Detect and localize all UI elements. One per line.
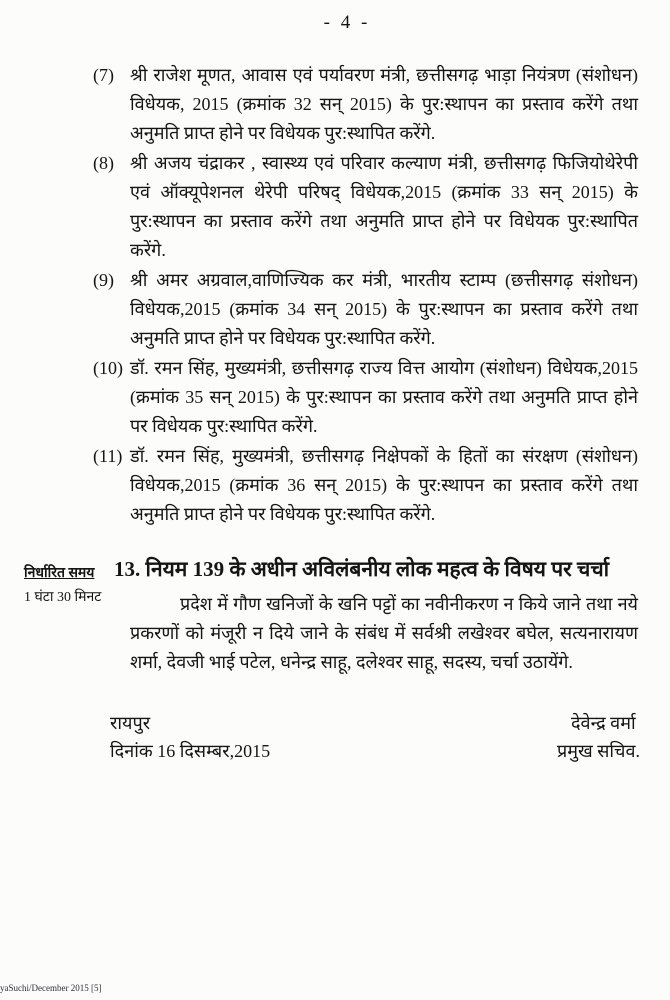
section-13-heading: 13. नियम 139 के अधीन अविलंबनीय लोक महत्व के विषय पर चर्चा [114, 557, 610, 581]
agenda-item-text: डॉ. रमन सिंह, मुख्यमंत्री, छत्तीसगढ़ निक्षेपकों के हितों का संरक्षण (संशोधन) विधेयक,2015 (क्रमांक 36 सन् 2015) के पुर:स्थापन का प्रस्ताव करेंगे तथा अनुमति प्राप्त होने पर विधेयक पुर:स्थापित करेंगे. [130, 446, 638, 524]
document-footer [110, 709, 640, 765]
allotted-time-note [24, 562, 118, 610]
agenda-item-text: श्री अमर अग्रवाल,वाणिज्यिक कर मंत्री, भारतीय स्टाम्प (छत्तीसगढ़ संशोधन) विधेयक,2015 (क्रमांक 34 सन् 2015) के पुर:स्थापन का प्रस्ताव करेंगे तथा अनुमति प्राप्त होने पर विधेयक पुर:स्थापित करेंगे. [130, 270, 638, 348]
agenda-item-number: (7) [93, 65, 114, 85]
agenda-item-10 [93, 354, 638, 441]
agenda-item-7 [93, 61, 638, 148]
allotted-time-label: निर्धारित समय [24, 566, 95, 581]
signatory-name: देवेन्द्र वर्मा [571, 713, 636, 733]
agenda-item-text: श्री राजेश मूणत, आवास एवं पर्यावरण मंत्री, छत्तीसगढ़ भाड़ा नियंत्रण (संशोधन) विधेयक, 2015 (क्रमांक 32 सन् 2015) के पुर:स्थापन का प्रस्ताव करेंगे तथा अनुमति प्राप्त होने पर विधेयक पुर:स्थापित करेंगे. [130, 65, 638, 143]
agenda-item-text: डॉ. रमन सिंह, मुख्यमंत्री, छत्तीसगढ़ राज्य वित्त आयोग (संशोधन) विधेयक,2015 (क्रमांक 35 सन् 2015) के पुर:स्थापन का प्रस्ताव करेंगे तथा अनुमति प्राप्त होने पर विधेयक पुर:स्थापित करेंगे. [130, 358, 638, 436]
section-13-body: प्रदेश में गौण खनिजों के खनि पट्टों का नवीनीकरण न किये जाने तथा नये प्रकरणों को मंजूरी न दिये जाने के संबंध में सर्वश्री लखेश्वर बघेल, सत्यनारायण शर्मा, देवजी भाई पटेल, धनेन्द्र साहू, दलेश्वर साहू, सदस्य, चर्चा उठायेंगे. [130, 594, 638, 672]
print-identifier: yaSuchi/December 2015 [5] [0, 983, 102, 993]
footer-place: रायपुर [110, 713, 151, 733]
agenda-item-list [93, 61, 638, 529]
agenda-item-number: (11) [93, 446, 123, 466]
agenda-item-number: (8) [93, 153, 114, 173]
allotted-time-value: 1 घंटा 30 मिनट [24, 590, 102, 605]
footer-date: दिनांक 16 दिसम्बर,2015 [110, 741, 271, 761]
agenda-item-number: (10) [93, 358, 123, 378]
footer-signatory [557, 709, 640, 765]
agenda-item-text: श्री अजय चंद्राकर , स्वास्थ्य एवं परिवार कल्याण मंत्री, छत्तीसगढ़ फिजियोथेरेपी एवं ऑक्यूपेशनल थेरेपी परिषद् विधेयक,2015 (क्रमांक 33 सन् 2015) के पुर:स्थापन का प्रस्ताव करेंगे तथा अनुमति प्राप्त होने पर विधेयक पुर:स्थापित करेंगे. [130, 153, 638, 260]
agenda-item-number: (9) [93, 270, 114, 290]
page-number: - 4 - [323, 12, 371, 33]
agenda-item-11 [93, 442, 638, 529]
agenda-item-8 [93, 149, 638, 265]
signatory-title: प्रमुख सचिव. [557, 741, 640, 761]
agenda-item-9 [93, 266, 638, 353]
section-13 [24, 553, 638, 677]
footer-place-date [110, 709, 270, 765]
